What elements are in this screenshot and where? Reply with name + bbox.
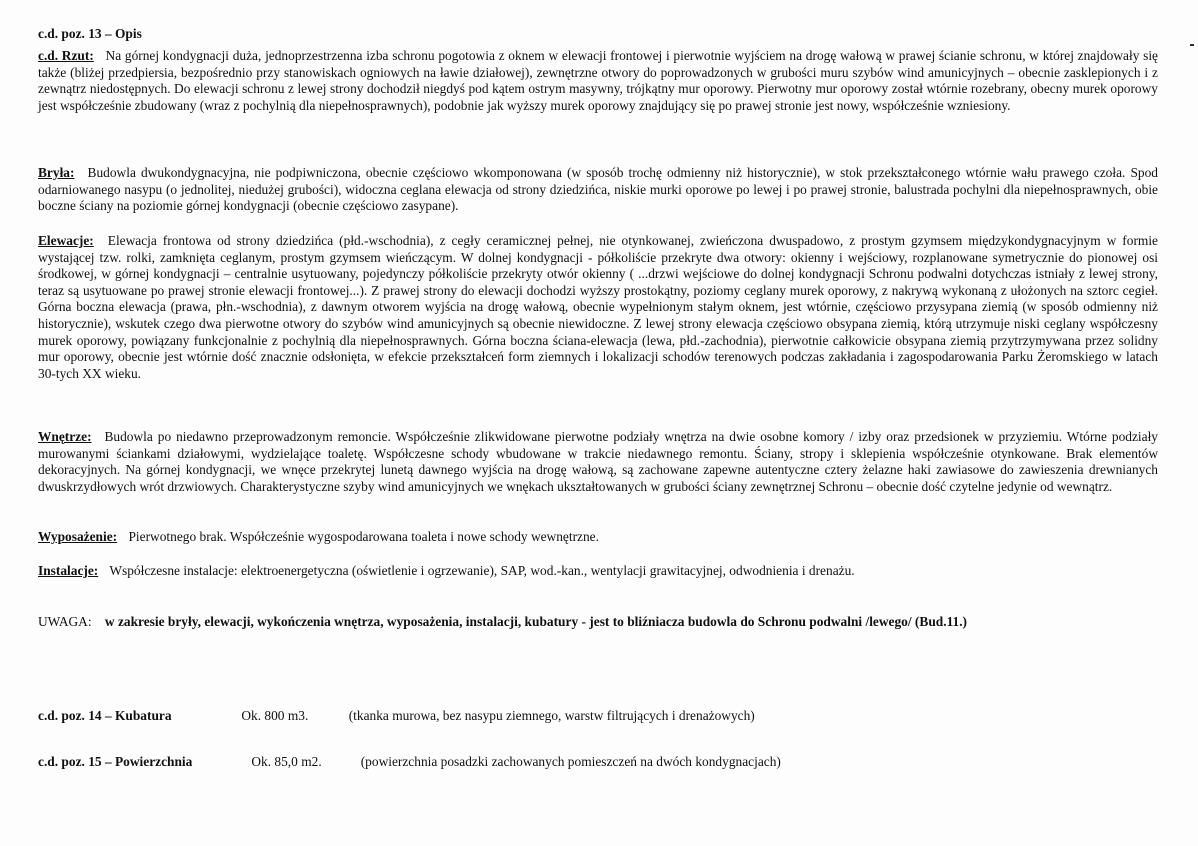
section-elewacje: [38, 233, 1158, 382]
kubatura-label: c.d. poz. 14 – Kubatura: [38, 708, 172, 723]
text-elewacje: Elewacja frontowa od strony dziedzińca (płd.-wschodnia), z cegły ceramicznej pełnej, nie otynkowanej, zwieńczona dwuspadowo, z prostym gzymsem międzykondygnacyjnym w formie wystającej tzw. rolki, zamknięta ceglanym, prostym gzymsem wieńczącym. W dolnej kondygnacji - półkoliście przekryte dwa otwory: okienny i wejściowy, rozplanowane symetrycznie do pionowej osi środkowej, w górnej kondygnacji – centralnie usytuowany, pojedynczy półkoliście przekryty otwór okienny ( ...drzwi wejściowe do dolnej kondygnacji Schronu podwalni dotychczas istniały z lewej strony, teraz są usytuowane po prawej stronie elewacji frontowej...). Z prawej strony do elewacji dochodzi wyższy prostokątny, poziomy ceglany murek oporowy, z nakrywą wykonaną z ułożonych na sztorc cegieł. Górna boczna elewacja (prawa, płn.-wschodnia), z dawnym otworem wyjścia na drogę wałową, obecnie wypełnionym stałym oknem, jest wtórnie, częściowo przysypana ziemią (w sposób odmienny niż historycznie), wskutek czego dwa pierwotne otwory do szybów wind amunicyjnych są obecnie niewidoczne. Z lewej strony elewacja częściowo obsypana ziemią, którą utrzymuje niski ceglany współczesny murek oporowy, powiązany funkcjonalnie z pochylnią dla niepełnosprawnych. Górna boczna ściana-elewacja (lewa, płd.-zachodnia), pierwotnie całkowicie obsypana ziemią przytrzymywana przez solidny mur oporowy, obecnie jest wtórnie dość znacznie odsłonięta, w efekcie przekształceń form ziemnych i lokalizacji schodów terenowych podczas zakładania i zagospodarowania Parku Żeromskiego w latach 30-tych XX wieku.: [38, 233, 1158, 381]
text-instalacje: Współczesne instalacje: elektroenergetyczna (oświetlenie i ogrzewanie), SAP, wod.-kan., wentylacji grawitacyjnej, odwodnienia i drenażu.: [109, 563, 855, 578]
label-instalacje: Instalacje:: [38, 563, 99, 578]
label-bryla: Bryła:: [38, 165, 75, 180]
kubatura-note: (tkanka murowa, bez nasypu ziemnego, warstw filtrujących i drenażowych): [348, 708, 755, 723]
powierzchnia-note: (powierzchnia posadzki zachowanych pomieszczeń na dwóch kondygnacjach): [360, 754, 781, 769]
label-wnetrze: Wnętrze:: [38, 429, 92, 444]
section-instalacje: [38, 563, 1158, 580]
kubatura-row: [38, 708, 755, 725]
scan-mark: [1190, 44, 1194, 46]
powierzchnia-label: c.d. poz. 15 – Powierzchnia: [38, 754, 193, 769]
powierzchnia-row: [38, 754, 781, 771]
kubatura-value: Ok. 800 m3.: [241, 708, 309, 723]
text-wnetrze: Budowla po niedawno przeprowadzonym remoncie. Współcześnie zlikwidowane pierwotne podziały wnętrza na dwie osobne komory / izby oraz przedsionek w przyziemiu. Wtórne podziały murowanymi ściankami działowymi, wydzielające toaletę. Współczesne schody wbudowane w trakcie niedawnego remontu. Ściany, stropy i sklepienia współcześnie otynkowane. Brak elementów dekoracyjnych. Na górnej kondygnacji, we wnęce przekrytej lunetą dawnego wyjścia na drogę wałową, są zachowane zapewne autentyczne cztery żelazne haki zawiasowe do zawieszenia drewnianych dwuskrzydłowych wrót drzwiowych. Charakterystyczne szyby wind amunicyjnych we wnękach ukształtowanych w grubości ściany zewnętrznej Schronu – obecnie dość czytelne jedynie od wewnątrz.: [38, 429, 1158, 494]
label-rzut: c.d. Rzut:: [38, 48, 94, 63]
label-elewacje: Elewacje:: [38, 233, 94, 248]
note-text: w zakresie bryły, elewacji, wykończenia wnętrza, wyposażenia, instalacji, kubatury - jest to bliźniacza budowla do Schronu podwalni /lewego/ (Bud.11.): [104, 614, 968, 629]
section-wyposazenie: [38, 529, 1158, 546]
text-bryla: Budowla dwukondygnacyjna, nie podpiwniczona, obecnie częściowo wkomponowana (w sposób trochę odmienny niż historycznie), w stok przekształconego wtórnie wału prawego czoła. Spod odarniowanego nasypu (o jednolitej, niedużej grubości), widoczna ceglana elewacja od strony dziedzińca, niskie murki oporowe po lewej i po prawej stronie, balustrada pochylni dla niepełnosprawnych, obie boczne ściany na poziomie górnej kondygnacji (obecnie częściowo zasypane).: [38, 165, 1158, 214]
note: [38, 614, 967, 631]
label-wyposazenie: Wyposażenie:: [38, 529, 118, 544]
note-label: UWAGA:: [38, 614, 92, 629]
section-heading: c.d. poz. 13 – Opis: [38, 26, 142, 41]
section-bryla: [38, 165, 1158, 215]
section-rzut: [38, 48, 1158, 114]
section-wnetrze: [38, 429, 1158, 495]
text-rzut: Na górnej kondygnacji duża, jednoprzestrzenna izba schronu pogotowia z oknem w elewacji frontowej i pierwotnie wyjściem na drogę wałową w prawej ścianie schronu, w której znajdowały się także (bliżej przedpiersia, bezpośrednio przy stanowiskach ogniowych na ławie działowej), zewnętrzne otwory do poprowadzonych w grubości muru szybów wind amunicyjnych – obecnie zasklepionych i z zewnątrz niedostępnych. Do elewacji schronu z lewej strony dochodził niegdyś pod kątem ostrym masywny, trójkątny mur oporowy. Pierwotny mur oporowy został wtórnie rozebrany, obecny murek oporowy jest współcześnie zbudowany (wraz z pochylnią dla niepełnosprawnych), podobnie jak wyższy murek oporowy znajdujący się po prawej stronie jest nowy, współcześnie wzniesiony.: [38, 48, 1158, 113]
text-wyposazenie: Pierwotnego brak. Współcześnie wygospodarowana toaleta i nowe schody wewnętrzne.: [128, 529, 599, 544]
powierzchnia-value: Ok. 85,0 m2.: [251, 754, 322, 769]
